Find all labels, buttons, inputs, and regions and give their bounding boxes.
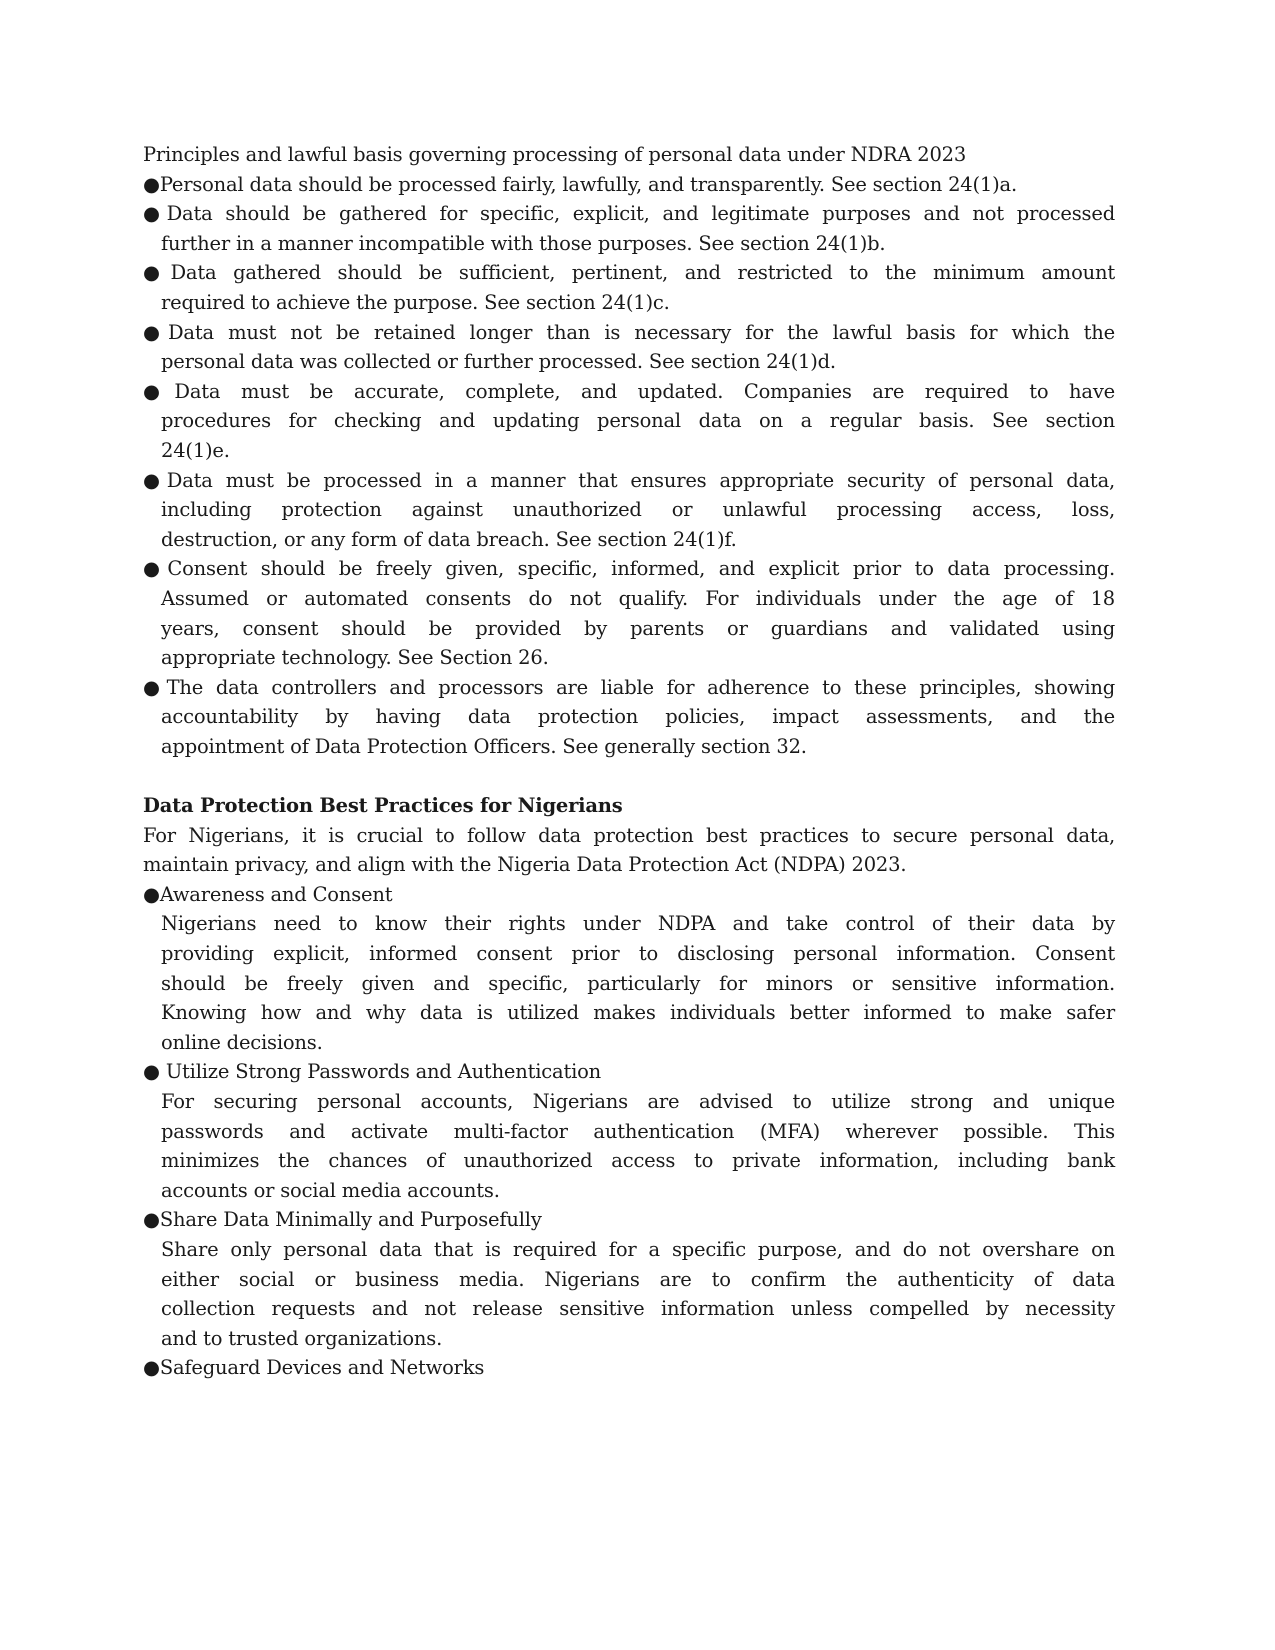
practice-body-line: either social or business media. Nigerians are to confirm the authenticity of data: [161, 1267, 1115, 1291]
practice-body-line: online decisions.: [161, 1030, 323, 1054]
practice-label: ● Utilize Strong Passwords and Authentication: [143, 1060, 602, 1084]
principle-4-line-1: ●Data must not be retained longer than is necessary for the lawful basis for which the: [143, 320, 1115, 344]
principle-6-line-3: destruction, or any form of data breach. See section 24(1)f.: [161, 527, 737, 551]
principle-7-line-4: appropriate technology. See Section 26.: [161, 646, 549, 670]
practice-safeguard-devices: [143, 1353, 1115, 1383]
principle-5-line-1: ●Data must be accurate, complete, and updated. Companies are required to have: [143, 379, 1115, 403]
principle-7-line-1: ●Consent should be freely given, specific, informed, and explicit prior to data processing.: [143, 557, 1115, 581]
principle-4-line-2: personal data was collected or further processed. See section 24(1)d.: [161, 350, 836, 374]
practice-body-line: Nigerians need to know their rights under NDPA and take control of their data by: [161, 912, 1115, 936]
principle-2-line-2: further in a manner incompatible with those purposes. See section 24(1)b.: [161, 231, 886, 255]
practice-body-line: passwords and activate multi-factor authentication (MFA) wherever possible. This: [161, 1119, 1115, 1143]
practice-body-line: For securing personal accounts, Nigerians are advised to utilize strong and unique: [161, 1090, 1115, 1113]
principle-7-line-2: Assumed or automated consents do not qualify. For individuals under the age of 18: [161, 586, 1115, 610]
principle-8-line-3: appointment of Data Protection Officers. See generally section 32.: [161, 734, 807, 758]
best-practices-heading: Data Protection Best Practices for Nigerians: [143, 794, 623, 818]
principles-list: [143, 170, 1115, 762]
section-title: Principles and lawful basis governing processing of personal data under NDRA 2023: [143, 143, 967, 166]
practice-body-line: collection requests and not release sensitive information unless compelled by necessity: [161, 1297, 1115, 1321]
practice-label: ●Awareness and Consent: [143, 882, 393, 906]
practice-body-line: minimizes the chances of unauthorized access to private information, including bank: [161, 1149, 1115, 1173]
practice-awareness: [143, 880, 1115, 1058]
practice-body-line: and to trusted organizations.: [161, 1326, 443, 1350]
principle-8-line-1: ●The data controllers and processors are liable for adherence to these principles, showing: [143, 675, 1115, 699]
practice-label: ●Share Data Minimally and Purposefully: [143, 1208, 542, 1232]
document-page: [143, 140, 1115, 1383]
principle-5-line-3: 24(1)e.: [161, 438, 230, 462]
principle-3-line-2: required to achieve the purpose. See section 24(1)c.: [161, 290, 670, 314]
section-spacer: [143, 761, 1115, 791]
practice-label: ●Safeguard Devices and Networks: [143, 1356, 485, 1380]
intro-line-2: maintain privacy, and align with the Nigeria Data Protection Act (NDPA) 2023.: [143, 853, 907, 877]
principle-2-line-1: ●Data should be gathered for specific, explicit, and legitimate purposes and not processed: [143, 202, 1115, 226]
principle-6-line-2: including protection against unauthorized or unlawful processing access, loss,: [161, 498, 1115, 522]
practice-body-line: should be freely given and specific, particularly for minors or sensitive information.: [161, 971, 1115, 995]
principle-3-line-1: ●Data gathered should be sufficient, pertinent, and restricted to the minimum amount: [143, 261, 1115, 285]
practice-body-line: accounts or social media accounts.: [161, 1178, 500, 1202]
principle-1-line-1: ●Personal data should be processed fairly, lawfully, and transparently. See section 24(1)a.: [143, 172, 1017, 196]
practice-share-minimally: [143, 1205, 1115, 1353]
principle-6-line-1: ●Data must be processed in a manner that ensures appropriate security of personal data,: [143, 468, 1115, 492]
principle-8-line-2: accountability by having data protection policies, impact assessments, and the: [161, 705, 1115, 729]
principle-7-line-3: years, consent should be provided by parents or guardians and validated using: [161, 616, 1115, 640]
principle-5-line-2: procedures for checking and updating personal data on a regular basis. See section: [161, 409, 1115, 433]
practice-passwords: [143, 1057, 1115, 1205]
practice-body-line: providing explicit, informed consent prior to disclosing personal information. Consent: [161, 942, 1115, 966]
intro-line-1: For Nigerians, it is crucial to follow data protection best practices to secure personal data,: [143, 823, 1115, 847]
practice-body-line: Share only personal data that is required for a specific purpose, and do not overshare on: [161, 1237, 1115, 1261]
practice-body-line: Knowing how and why data is utilized makes individuals better informed to make safer: [161, 1001, 1115, 1025]
